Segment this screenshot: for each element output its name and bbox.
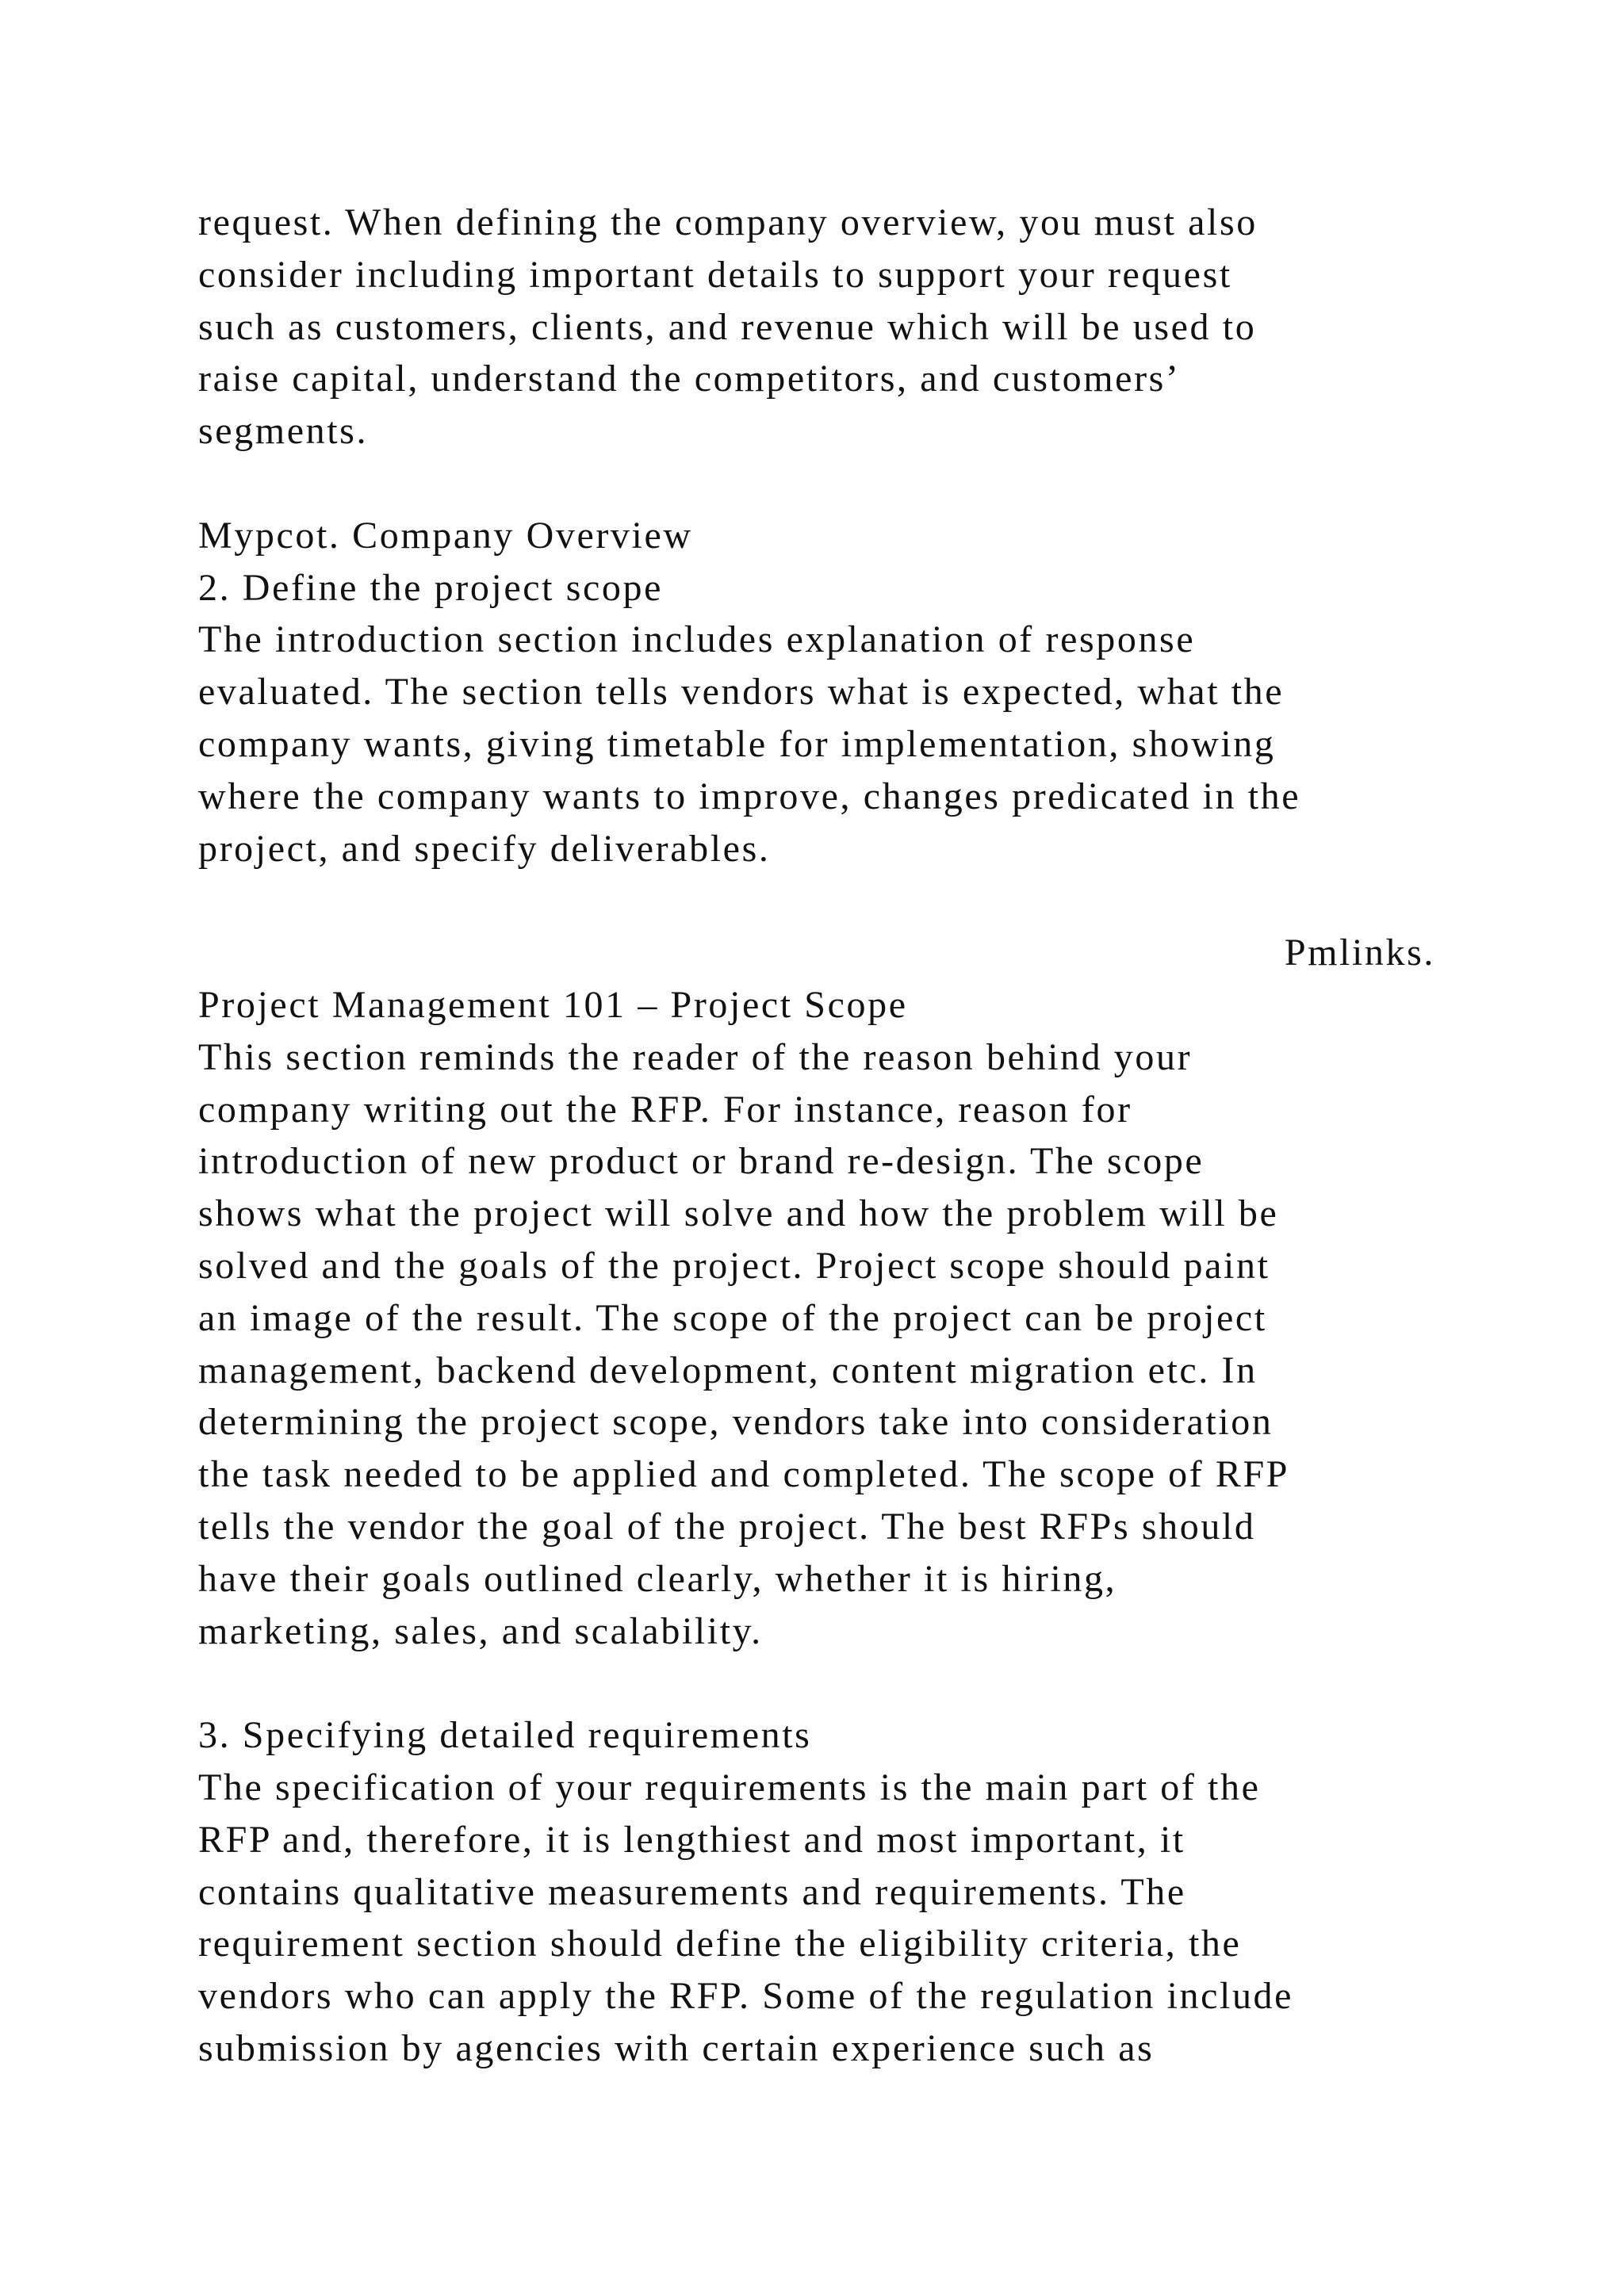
text-line: an image of the result. The scope of the project can be project bbox=[198, 1296, 1267, 1339]
citation-title: Project Management 101 – Project Scope bbox=[198, 983, 908, 1026]
text-line: segments. bbox=[198, 410, 369, 453]
scope-paragraph-1 bbox=[198, 614, 1435, 874]
text-line: have their goals outlined clearly, whether it is hiring, bbox=[198, 1557, 1117, 1600]
text-line: project, and specify deliverables. bbox=[198, 827, 771, 870]
text-line: This section reminds the reader of the reason behind your bbox=[198, 1035, 1193, 1078]
text-line: tells the vendor the goal of the project. The best RFPs should bbox=[198, 1505, 1256, 1548]
intro-paragraph bbox=[198, 197, 1435, 457]
text-line: company writing out the RFP. For instance, reason for bbox=[198, 1088, 1132, 1131]
text-line: determining the project scope, vendors take into consideration bbox=[198, 1401, 1274, 1444]
text-line: shows what the project will solve and how the problem will be bbox=[198, 1192, 1279, 1235]
text-line: raise capital, understand the competitors, and customers’ bbox=[198, 358, 1181, 400]
text-line: marketing, sales, and scalability. bbox=[198, 1609, 763, 1652]
text-line: requirement section should define the eligibility criteria, the bbox=[198, 1923, 1242, 1965]
text-line: consider including important details to support your request bbox=[198, 253, 1232, 296]
text-line: RFP and, therefore, it is lengthiest and most important, it bbox=[198, 1818, 1185, 1861]
text-line: vendors who can apply the RFP. Some of the regulation include bbox=[198, 1975, 1294, 2018]
requirements-paragraph bbox=[198, 1762, 1435, 2075]
text-line: where the company wants to improve, changes predicated in the bbox=[198, 775, 1301, 817]
document-body bbox=[198, 197, 1435, 2075]
text-line: request. When defining the company overview, you must also bbox=[198, 201, 1258, 243]
section-heading: 3. Specifying detailed requirements bbox=[198, 1714, 812, 1757]
text-line: solved and the goals of the project. Project scope should paint bbox=[198, 1244, 1270, 1287]
paragraph-gap bbox=[198, 1657, 1435, 1709]
scope-paragraph-2 bbox=[198, 1031, 1435, 1658]
text-line: introduction of new product or brand re-design. The scope bbox=[198, 1140, 1205, 1183]
citation: Mypcot. Company Overview bbox=[198, 514, 693, 557]
text-line: submission by agencies with certain experience such as bbox=[198, 2026, 1155, 2069]
paragraph-gap bbox=[198, 457, 1435, 510]
paragraph-gap bbox=[198, 874, 1435, 927]
text-line: The specification of your requirements is the main part of the bbox=[198, 1766, 1261, 1808]
text-line: contains qualitative measurements and requirements. The bbox=[198, 1870, 1186, 1913]
section-heading: 2. Define the project scope bbox=[198, 566, 663, 609]
citation-source: Pmlinks. bbox=[1284, 932, 1435, 974]
text-line: company wants, giving timetable for implementation, showing bbox=[198, 722, 1276, 765]
text-line: evaluated. The section tells vendors what is expected, what the bbox=[198, 671, 1285, 714]
text-line: the task needed to be applied and completed. The scope of RFP bbox=[198, 1453, 1290, 1496]
text-line: such as customers, clients, and revenue which will be used to bbox=[198, 305, 1257, 348]
text-line: The introduction section includes explanation of response bbox=[198, 618, 1196, 661]
text-line: management, backend development, content migration etc. In bbox=[198, 1349, 1258, 1391]
